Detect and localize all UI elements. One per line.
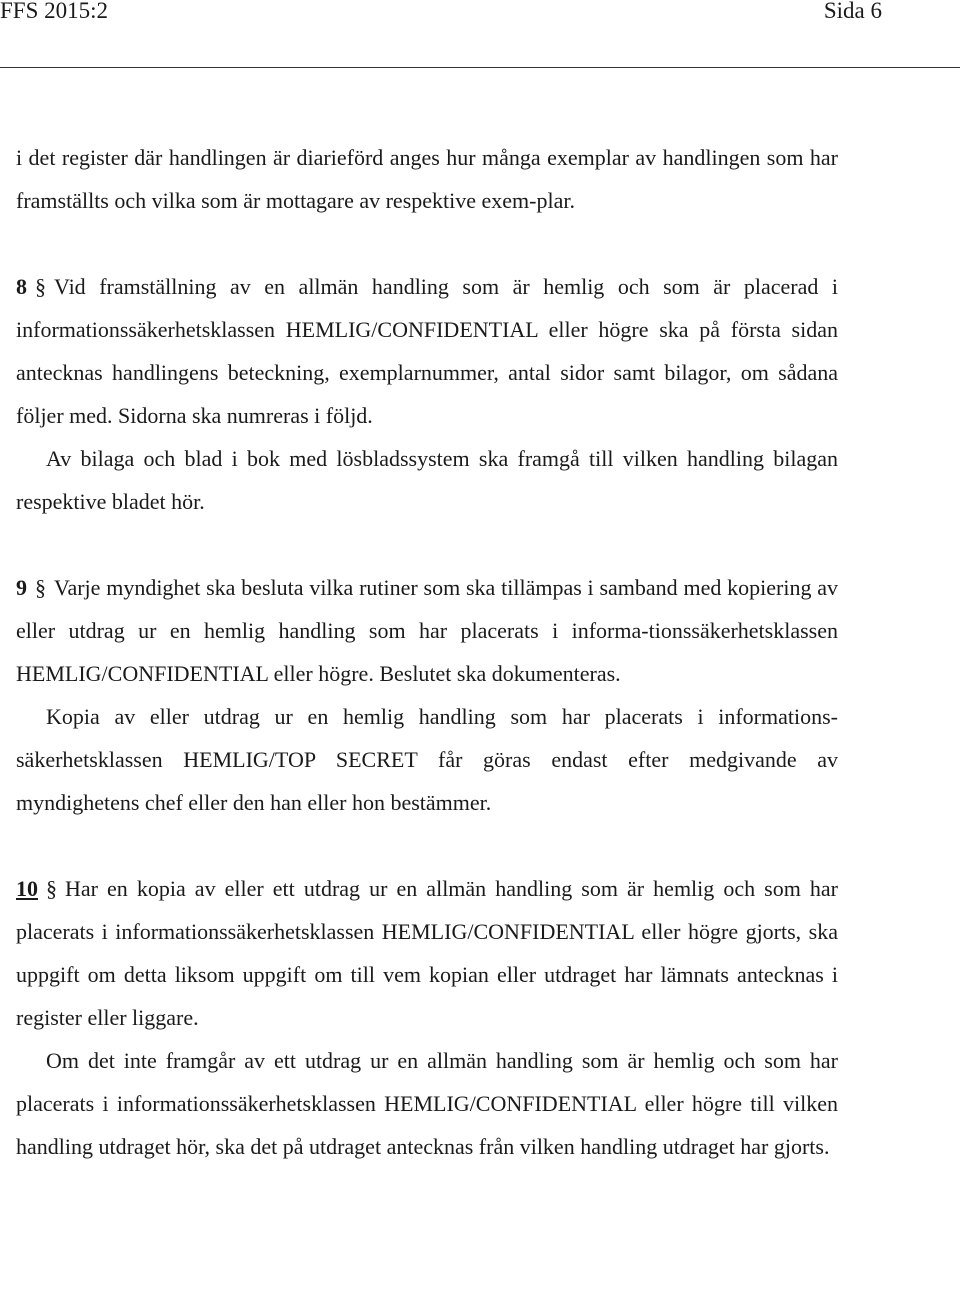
section-spacer [16,222,838,265]
section-9 [16,566,838,824]
section-spacer [16,523,838,566]
section-symbol-icon: § [35,575,46,600]
section-symbol-icon: § [46,876,57,901]
section-10-paragraph-2: Om det inte framgår av ett utdrag ur en allmän handling som är hemlig och som har placerats i informationssäkerhetsklassen HEMLIG/CONFIDENTIAL eller högre till vilken handling utdraget hör, ska det på utdraget antecknas från vilken handling utdraget har gjorts. [16,1048,838,1159]
document-body [16,136,838,1168]
section-8-paragraph-2: Av bilaga och blad i bok med lösbladssystem ska framgå till vilken handling bilagan respektive bladet hör. [16,446,838,514]
publication-id: FFS 2015:2 [0,0,109,23]
section-10 [16,867,838,1168]
page-number: Sida 6 [823,0,882,23]
header-divider [0,67,960,68]
section-10-number: 10 [16,876,38,901]
section-8-text-1: Vid framställning av en allmän handling som är hemlig och som är placerad i informationssäkerhetsklassen HEMLIG/CONFIDENTIAL eller högre ska på första sidan antecknas handlingens beteckning, exemplarnummer, antal sidor samt bilagor, om sådana följer med. Sidorna ska numreras i följd. [16,274,838,428]
section-spacer [16,824,838,867]
section-9-text-1: Varje myndighet ska besluta vilka rutiner som ska tillämpas i samband med kopiering av eller utdrag ur en hemlig handling som har placerats i informa-tionssäkerhetsklassen HEMLIG/CONFIDENTIAL eller högre. Beslutet ska dokumenteras. [16,575,838,686]
section-8-paragraph-1 [16,265,838,437]
intro-paragraph: i det register där handlingen är diarieförd anges hur många exemplar av handlingen som har framställts och vilka som är mottagare av respektive exem-plar. [16,145,838,213]
section-9-number: 9 [16,575,27,600]
section-8-number: 8 [16,274,27,299]
section-10-text-1: Har en kopia av eller ett utdrag ur en allmän handling som är hemlig och som har placerats i informationssäkerhetsklassen HEMLIG/CONFIDENTIAL eller högre gjorts, ska uppgift om detta liksom uppgift om till vem kopian eller utdraget har lämnats antecknas i register eller liggare. [16,876,838,1030]
section-9-paragraph-1 [16,566,838,695]
section-9-paragraph-2: Kopia av eller utdrag ur en hemlig handling som har placerats i informations-säkerhetsklassen HEMLIG/TOP SECRET får göras endast efter medgivande av myndighetens chef eller den han eller hon bestämmer. [16,704,838,815]
section-10-paragraph-1 [16,867,838,1039]
section-symbol-icon: § [35,274,46,299]
page-header [0,0,960,68]
section-8 [16,265,838,523]
